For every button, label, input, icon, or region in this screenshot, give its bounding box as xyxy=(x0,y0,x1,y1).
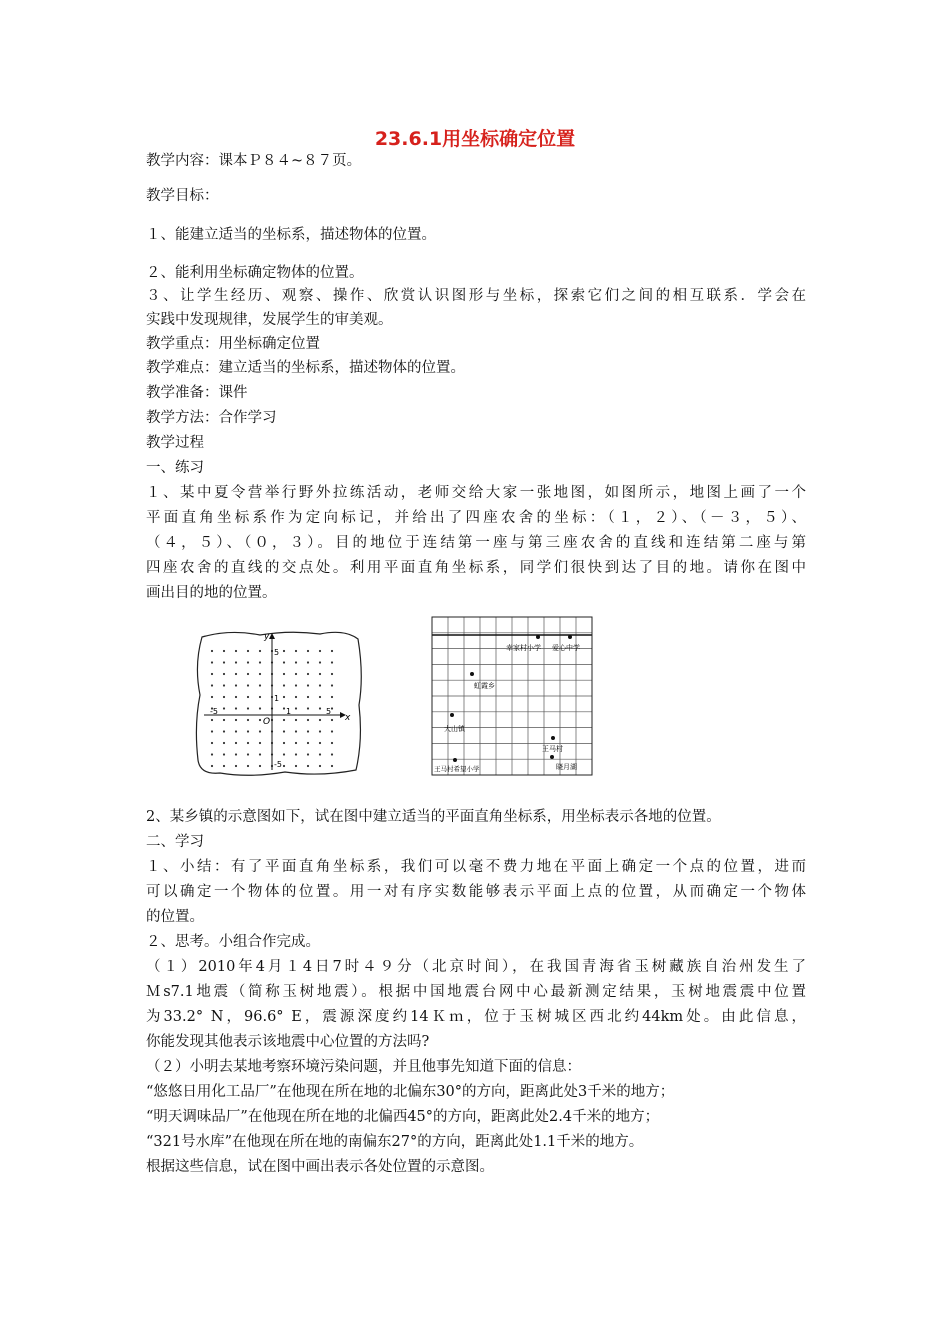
text-line: １、某中夏令营举行野外拉练活动，老师交给大家一张地图，如图所示，地图上画了一个 xyxy=(146,485,806,501)
coordinate-grid-figure xyxy=(190,625,365,780)
grid-dot xyxy=(319,661,321,663)
grid-dot xyxy=(247,696,249,698)
grid-dot xyxy=(247,661,249,663)
grid-dot xyxy=(211,742,213,744)
text-line: 四座农舍的直线的交点处。利用平面直角坐标系，同学们很快到达了目的地。请你在图中 xyxy=(146,560,806,576)
grid-dot xyxy=(283,707,285,709)
grid-dot xyxy=(283,742,285,744)
text-line: 教学准备：课件 xyxy=(146,385,248,401)
grid-dot xyxy=(223,707,225,709)
grid-dot xyxy=(259,719,261,721)
grid-dot xyxy=(211,661,213,663)
text-line: （１）2010年4月１4日7时４９分（北京时间），在我国青海省玉树藏族自治州发生了 xyxy=(146,959,806,975)
grid-dot xyxy=(259,673,261,675)
grid-dot xyxy=(211,719,213,721)
grid-dot xyxy=(331,719,333,721)
grid-dot xyxy=(235,696,237,698)
grid-dot xyxy=(331,730,333,732)
tick-label: -5 xyxy=(210,707,218,716)
grid-dot xyxy=(319,673,321,675)
grid-dot xyxy=(235,765,237,767)
grid-dot xyxy=(283,719,285,721)
grid-dot xyxy=(235,707,237,709)
grid-dot xyxy=(319,684,321,686)
grid-dot xyxy=(259,730,261,732)
grid-dot xyxy=(259,753,261,755)
text-line: 二、学习 xyxy=(146,834,204,850)
grid-dot xyxy=(331,650,333,652)
axis-y-label: y xyxy=(264,632,270,642)
grid-dot xyxy=(331,696,333,698)
grid-dot xyxy=(247,673,249,675)
grid-dot xyxy=(235,719,237,721)
text-line: 教学重点：用坐标确定位置 xyxy=(146,336,320,352)
grid-dot xyxy=(307,742,309,744)
grid-dot xyxy=(235,650,237,652)
grid-dot xyxy=(259,661,261,663)
page-title: 23.6.1用坐标确定位置 xyxy=(374,128,576,150)
grid-dot xyxy=(211,650,213,652)
grid-dot xyxy=(211,684,213,686)
tick-label: 1 xyxy=(286,707,292,716)
grid-dot xyxy=(235,753,237,755)
grid-dot xyxy=(331,707,333,709)
tick-label: -5 xyxy=(274,760,282,769)
text-line: １、能建立适当的坐标系，描述物体的位置。 xyxy=(146,227,436,243)
text-line: 的位置。 xyxy=(146,909,204,925)
axis-x-label: x xyxy=(345,713,351,723)
grid-dot xyxy=(319,765,321,767)
text-line: “明天调味品厂”在他现在所在地的北偏西45°的方向，距离此处2.4千米的地方； xyxy=(146,1109,660,1125)
grid-dot xyxy=(247,719,249,721)
grid-dot xyxy=(307,707,309,709)
tick-label: 5 xyxy=(274,648,280,657)
text-line: 为33.2° N，96.6° E，震源深度约14Ｋｍ，位于玉树城区西北约44km处。由此信息， xyxy=(146,1009,806,1025)
text-line: Ｍs7.1地震（简称玉树地震）。根据中国地震台网中心最新测定结果，玉树地震震中位置 xyxy=(146,984,806,1000)
grid-dot xyxy=(223,673,225,675)
map-place-label: 虹霞乡 xyxy=(474,682,495,690)
grid-dot xyxy=(235,673,237,675)
grid-dot xyxy=(247,753,249,755)
grid-dot xyxy=(283,753,285,755)
text-line: 2、某乡镇的示意图如下，试在图中建立适当的平面直角坐标系，用坐标表示各地的位置。 xyxy=(146,809,721,825)
grid-dot xyxy=(319,696,321,698)
grid-dot xyxy=(283,684,285,686)
text-line: 可以确定一个物体的位置。用一对有序实数能够表示平面上点的位置，从而确定一个物体 xyxy=(146,884,806,900)
grid-dot xyxy=(283,765,285,767)
grid-dot xyxy=(319,650,321,652)
grid-dot xyxy=(295,661,297,663)
grid-dot xyxy=(319,707,321,709)
grid-dot xyxy=(259,742,261,744)
grid-dot xyxy=(307,673,309,675)
grid-dot xyxy=(223,730,225,732)
text-line: 一、练习 xyxy=(146,460,204,476)
tick-label: 1 xyxy=(274,694,280,703)
text-line: 教学方法：合作学习 xyxy=(146,410,277,426)
text-line: （２）小明去某地考察环境污染问题，并且他事先知道下面的信息： xyxy=(146,1059,581,1075)
grid-dot xyxy=(283,661,285,663)
grid-dot xyxy=(211,730,213,732)
grid-dot xyxy=(295,765,297,767)
grid-dot xyxy=(259,650,261,652)
grid-dot xyxy=(283,673,285,675)
text-line: 实践中发现规律，发展学生的审美观。 xyxy=(146,312,393,328)
grid-dot xyxy=(331,673,333,675)
grid-dot xyxy=(247,650,249,652)
grid-dot xyxy=(247,707,249,709)
grid-dot xyxy=(295,673,297,675)
grid-dot xyxy=(319,753,321,755)
text-line: ２、思考。小组合作完成。 xyxy=(146,934,320,950)
grid-dot xyxy=(283,696,285,698)
grid-dot xyxy=(295,707,297,709)
origin-label: O xyxy=(263,717,271,727)
grid-dot xyxy=(307,719,309,721)
grid-dot xyxy=(211,753,213,755)
text-line: 根据这些信息，试在图中画出表示各处位置的示意图。 xyxy=(146,1159,494,1175)
grid-dot xyxy=(259,684,261,686)
grid-dot xyxy=(307,753,309,755)
text-line: 教学内容：课本Ｐ８４~８７页。 xyxy=(146,153,362,169)
map-place-label: 大山镇 xyxy=(444,725,465,733)
grid-dot xyxy=(223,753,225,755)
text-line: 教学过程 xyxy=(146,435,204,451)
text-line: （４，５）、（０，３）。目的地位于连结第一座与第三座农舍的直线和连结第二座与第 xyxy=(146,535,806,551)
grid-dot xyxy=(307,765,309,767)
grid-dot xyxy=(223,650,225,652)
grid-dot xyxy=(295,742,297,744)
grid-dot xyxy=(295,650,297,652)
grid-dot xyxy=(331,753,333,755)
grid-dot xyxy=(295,684,297,686)
grid-dot xyxy=(259,765,261,767)
grid-dot xyxy=(295,719,297,721)
grid-dot xyxy=(211,765,213,767)
grid-dot xyxy=(307,650,309,652)
grid-dot xyxy=(247,684,249,686)
grid-dot xyxy=(307,684,309,686)
grid-dot xyxy=(331,684,333,686)
text-line: １、小结：有了平面直角坐标系，我们可以毫不费力地在平面上确定一个点的位置，进而 xyxy=(146,859,806,875)
text-line: 平面直角坐标系作为定向标记，并给出了四座农舍的坐标：（１，２）、（－３，５）、 xyxy=(146,510,806,526)
grid-dot xyxy=(295,730,297,732)
grid-dot xyxy=(295,696,297,698)
text-line: “321号水库”在他现在所在地的南偏东27°的方向，距离此处1.1千米的地方。 xyxy=(146,1134,644,1150)
text-line: ２、能利用坐标确定物体的位置。 xyxy=(146,265,364,281)
grid-dot xyxy=(211,673,213,675)
grid-dot xyxy=(223,719,225,721)
grid-dot xyxy=(211,696,213,698)
grid-dot xyxy=(223,684,225,686)
grid-dot xyxy=(235,661,237,663)
grid-dot xyxy=(259,707,261,709)
text-line: “悠悠日用化工品厂”在他现在所在地的北偏东30°的方向，距离此处3千米的地方； xyxy=(146,1084,675,1100)
text-line: ３、让学生经历、观察、操作、欣赏认识图形与坐标，探索它们之间的相互联系．学会在 xyxy=(146,288,806,304)
map-place-label: 王马村希望小学 xyxy=(434,765,480,773)
grid-dot xyxy=(235,742,237,744)
grid-dot xyxy=(223,696,225,698)
grid-dot xyxy=(307,661,309,663)
grid-dot xyxy=(307,696,309,698)
grid-dot xyxy=(283,650,285,652)
grid-dot xyxy=(307,730,309,732)
grid-dot xyxy=(247,765,249,767)
grid-dot xyxy=(235,684,237,686)
text-line: 教学难点：建立适当的坐标系，描述物体的位置。 xyxy=(146,360,465,376)
map-place-label: 王马村 xyxy=(542,745,563,753)
grid-dot xyxy=(331,661,333,663)
text-line: 画出目的地的位置。 xyxy=(146,585,277,601)
town-map-figure xyxy=(430,615,595,777)
grid-dot xyxy=(295,753,297,755)
map-place-label: 晓月湖 xyxy=(556,763,577,771)
grid-dot xyxy=(247,742,249,744)
map-place-label: 幸家村小学 xyxy=(506,644,541,652)
grid-dot xyxy=(235,730,237,732)
grid-dot xyxy=(319,742,321,744)
text-line: 教学目标： xyxy=(146,188,219,204)
grid-dot xyxy=(319,730,321,732)
tick-label: 5 xyxy=(326,707,332,716)
grid-dot xyxy=(331,742,333,744)
grid-dot xyxy=(223,661,225,663)
grid-dot xyxy=(223,765,225,767)
text-line: 你能发现其他表示该地震中心位置的方法吗? xyxy=(146,1034,430,1050)
grid-dot xyxy=(283,730,285,732)
grid-dot xyxy=(319,719,321,721)
grid-dot xyxy=(223,742,225,744)
grid-dot xyxy=(247,730,249,732)
map-place-label: 爱心中学 xyxy=(552,644,580,652)
grid-dot xyxy=(331,765,333,767)
grid-dot xyxy=(259,696,261,698)
